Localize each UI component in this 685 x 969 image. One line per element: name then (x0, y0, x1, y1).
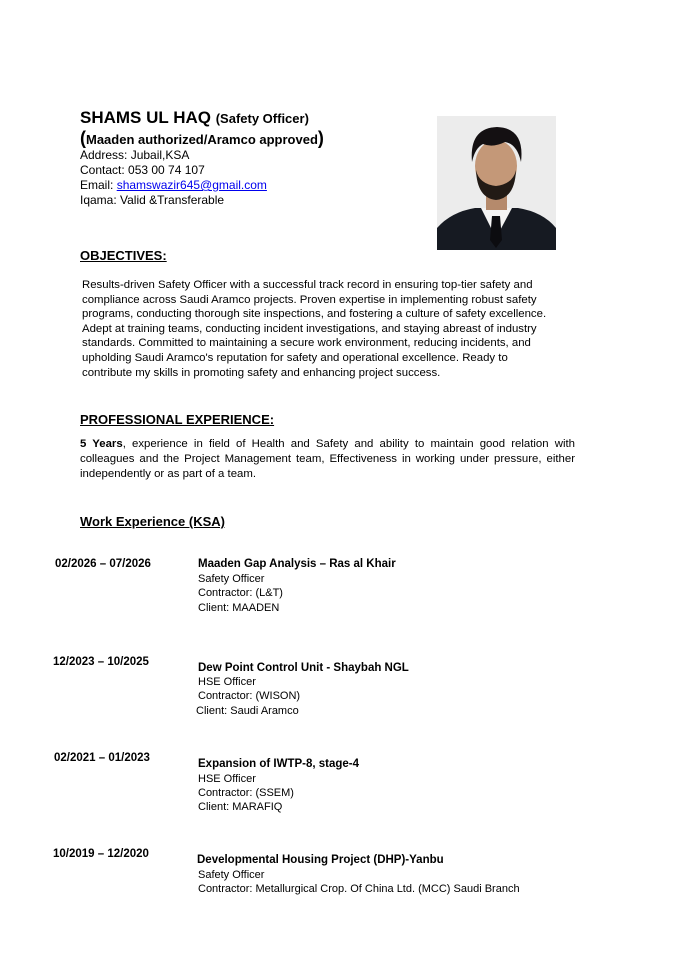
email-label: Email: (80, 178, 117, 192)
job-client: Client: MARAFIQ (198, 801, 283, 813)
auth-close-paren: ) (317, 128, 324, 148)
candidate-role: (Safety Officer) (215, 111, 309, 126)
work-experience-heading: Work Experience (KSA) (80, 514, 225, 529)
experience-years: 5 Years (80, 438, 123, 450)
objectives-paragraph (82, 278, 578, 380)
job-client: Client: Saudi Aramco (196, 705, 299, 717)
professional-experience-heading: PROFESSIONAL EXPERIENCE: (80, 412, 275, 427)
candidate-name: SHAMS UL HAQ (80, 108, 211, 127)
objectives-line: Results-driven Safety Officer with a successful track record in ensuring top-tier safety and (82, 279, 533, 291)
iqama-text: Iqama: Valid &Transferable (80, 193, 225, 207)
objectives-line: programs, conducting thorough site inspections, and fostering a culture of safety excellence. (82, 308, 547, 321)
experience-summary-text: , experience in field of Health and Safety and ability to maintain good relation with colleagues and the Project Management team, Effectiveness in working under pressure, either independently or as part of a team. (80, 438, 575, 480)
profile-photo (437, 116, 556, 250)
job-role: HSE Officer (198, 773, 256, 785)
job-dates: 12/2023 – 10/2025 (53, 656, 149, 668)
job-dates: 10/2019 – 12/2020 (53, 848, 149, 860)
job-role: Safety Officer (198, 573, 265, 585)
job-contractor: Contractor: (SSEM) (198, 787, 294, 799)
objectives-line: standards. Committed to maintaining a secure work environment, reducing incidents, and (82, 337, 531, 350)
job-project: Maaden Gap Analysis – Ras al Khair (198, 558, 396, 570)
job-dates: 02/2026 – 07/2026 (55, 558, 151, 570)
address-text: Address: Jubail,KSA (80, 148, 190, 162)
authorization-text: Maaden authorized/Aramco approved (86, 132, 318, 147)
contact-text: Contact: 053 00 74 107 (80, 163, 205, 177)
candidate-name-line (80, 108, 309, 128)
job-dates: 02/2021 – 01/2023 (54, 752, 150, 764)
authorization-line (80, 128, 324, 149)
job-project: Developmental Housing Project (DHP)-Yanbu (197, 854, 444, 866)
job-contractor: Contractor: (L&T) (198, 587, 283, 599)
objectives-line: contribute my skills in promoting safety and enhancing project success. (82, 366, 441, 379)
objectives-heading: OBJECTIVES: (80, 248, 167, 263)
email-line (80, 178, 267, 193)
job-contractor: Contractor: (WISON) (198, 690, 301, 702)
auth-open-paren: ( (80, 128, 86, 148)
job-role: HSE Officer (198, 676, 256, 688)
objectives-line: upholding Saudi Aramco's reputation for safety and operational excellence. Ready to (82, 351, 508, 364)
job-project: Expansion of IWTP-8, stage-4 (198, 758, 360, 770)
job-contractor: Contractor: Metallurgical Crop. Of China Ltd. (MCC) Saudi Branch (198, 883, 520, 895)
experience-summary (80, 437, 575, 482)
objectives-line: compliance across Saudi Aramco projects. Proven expertise in implementing robust safety (82, 293, 537, 306)
job-project: Dew Point Control Unit - Shaybah NGL (198, 662, 409, 674)
email-link[interactable]: shamswazir645@gmail.com (116, 178, 267, 192)
objectives-line: Adept at training teams, conducting incident investigations, and staying abreast of industry (82, 322, 537, 335)
job-role: Safety Officer (198, 869, 265, 881)
job-client: Client: MAADEN (198, 602, 280, 614)
